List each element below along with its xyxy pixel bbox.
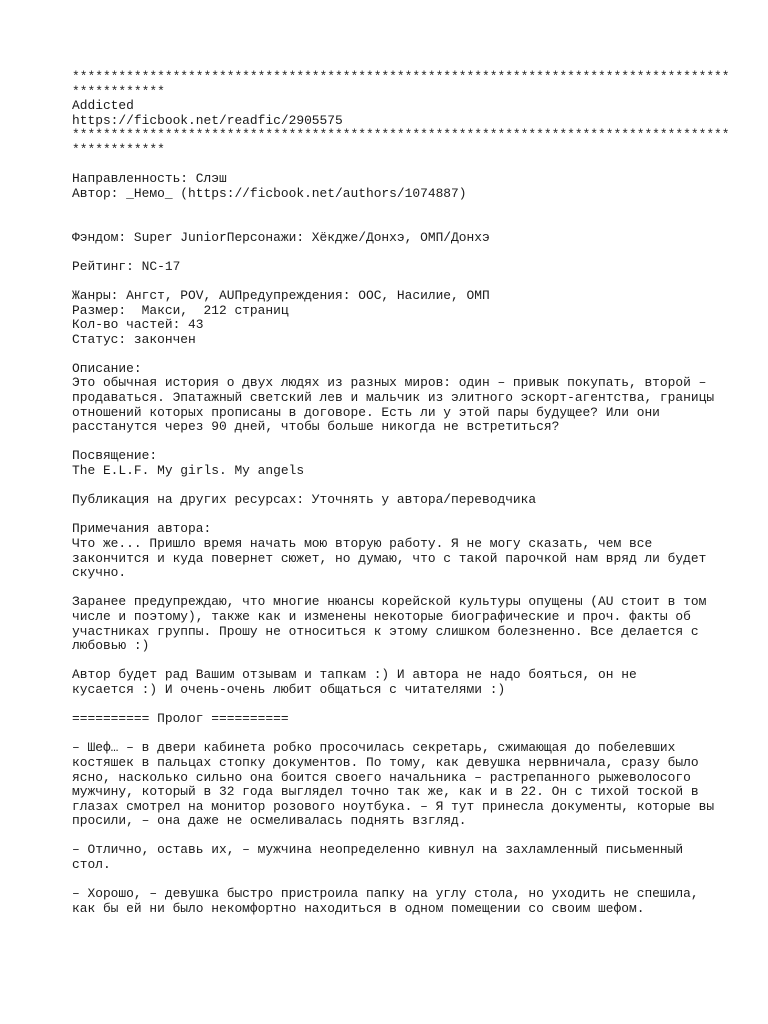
text-line: Направленность: Слэш	[72, 171, 227, 187]
text-line: Описание:	[72, 360, 142, 376]
text-line: https://ficbook.net/readfic/2905575	[72, 112, 343, 128]
text-line: расстанутся через 90 дней, чтобы больше никогда не встретиться?	[72, 419, 560, 435]
text-line: закончится и куда повернет сюжет, но думаю, что с такой парочкой нам вряд ли будет	[72, 550, 707, 566]
text-line: стол.	[72, 857, 111, 873]
blank-line	[72, 216, 702, 231]
text-line: ясно, насколько сильно она боится своего начальника – растрепанного рыжеволосого	[72, 769, 691, 785]
blank-line	[72, 508, 702, 523]
text-line: Жанры: Ангст, POV, AUПредупреждения: OOC, Насилие, ОМП	[72, 287, 490, 303]
text-line: Примечания автора:	[72, 521, 212, 537]
text-line: Что же... Пришло время начать мою вторую работу. Я не могу сказать, чем все	[72, 536, 653, 551]
text-line: числе и поэтому), также как и изменены некоторые биографические и проч. факты об	[72, 608, 691, 624]
text-line: ************	[72, 141, 165, 157]
text-line: – Отлично, оставь их, – мужчина неопределенно кивнул на захламленный письменный	[72, 842, 684, 858]
blank-line	[72, 873, 702, 888]
text-line: кусается :) И очень-очень любит общаться с читателями :)	[72, 681, 506, 697]
text-line: *************************************************************************************	[72, 69, 730, 84]
blank-line	[72, 158, 702, 173]
text-line: Публикация на других ресурсах: Уточнять у автора/переводчика	[72, 492, 537, 508]
blank-line	[72, 347, 702, 362]
text-line: любовью :)	[72, 638, 150, 654]
blank-line	[72, 245, 702, 260]
text-line: Addicted	[72, 98, 134, 114]
blank-line	[72, 727, 702, 742]
text-line: отношений которых прописаны в договоре. Есть ли у этой пары будущее? Или они	[72, 404, 660, 420]
text-line: скучно.	[72, 565, 127, 581]
text-line: как бы ей ни было некомфортно находиться в одном помещении со своим шефом.	[72, 900, 645, 916]
blank-line	[72, 698, 702, 713]
blank-line	[72, 829, 702, 844]
text-line: Кол-во частей: 43	[72, 317, 204, 333]
text-line: Заранее предупреждаю, что многие нюансы корейской культуры опущены (AU стоит в том	[72, 594, 707, 610]
text-line: глазах смотрел на монитор розового ноутбука. – Я тут принесла документы, которые вы	[72, 798, 715, 814]
text-line: ========== Пролог ==========	[72, 711, 289, 727]
text-line: Размер: Макси, 212 страниц	[72, 302, 289, 318]
text-line: The E.L.F. My girls. My angels	[72, 463, 305, 479]
text-line: *************************************************************************************	[72, 127, 730, 143]
text-line: Посвящение:	[72, 448, 158, 464]
blank-line	[72, 654, 702, 669]
blank-line	[72, 479, 702, 494]
blank-line	[72, 201, 702, 216]
text-line: – Хорошо, – девушка быстро пристроила папку на углу стола, но уходить не спешила,	[72, 886, 699, 902]
text-line: Фэндом: Super JuniorПерсонажи: Хёкдже/Донхэ, ОМП/Донхэ	[72, 229, 490, 245]
blank-line	[72, 581, 702, 596]
text-line: Рейтинг: NC-17	[72, 258, 181, 274]
text-line: участниках группы. Прошу не относиться к этому слишком болезненно. Все делается с	[72, 623, 699, 639]
text-line: просили, – она даже не осмеливалась поднять взгляд.	[72, 813, 467, 829]
text-line: костяшек в пальцах стопку документов. По тому, как девушка нервничала, сразу было	[72, 754, 699, 770]
text-line: Автор: _Немо_ (https://ficbook.net/authors/1074887)	[72, 185, 467, 201]
text-line: продаваться. Эпатажный светский лев и мальчик из элитного эскорт-агентства, границы	[72, 390, 715, 406]
text-line: Автор будет рад Вашим отзывам и тапкам :) И автора не надо бояться, он не	[72, 667, 637, 683]
document-body	[72, 69, 730, 916]
text-line: – Шеф… – в двери кабинета робко просочилась секретарь, сжимающая до побелевших	[72, 740, 676, 756]
text-line: Статус: закончен	[72, 331, 196, 347]
blank-line	[72, 435, 702, 450]
text-line: мужчину, который в 32 года выглядел точно так же, как и в 22. Он с тихой тоской в	[72, 784, 699, 800]
blank-line	[72, 274, 702, 289]
text-line: Это обычная история о двух людях из разных миров: один – привык покупать, второй –	[72, 375, 707, 391]
text-line: ************	[72, 83, 165, 99]
